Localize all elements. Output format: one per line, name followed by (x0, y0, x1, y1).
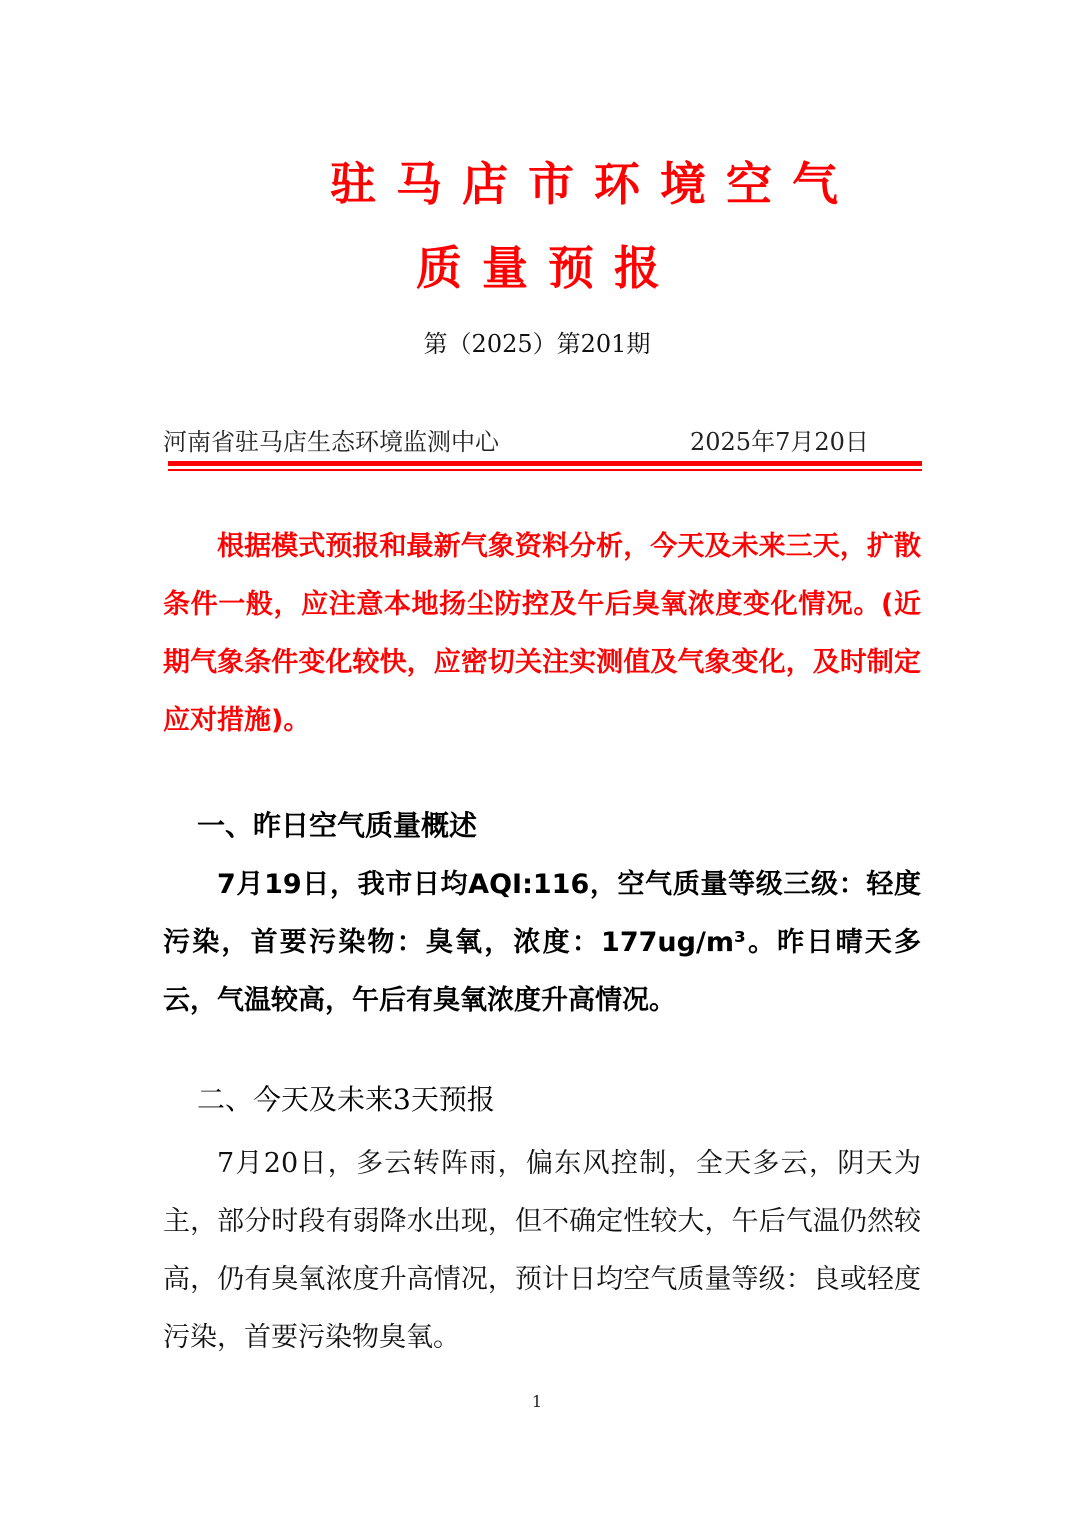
issuing-organization: 河南省驻马店生态环境监测中心 (163, 428, 499, 456)
page-number: 1 (531, 1392, 543, 1411)
issue-date: 2025年7月20日 (690, 428, 869, 456)
header-divider-thick (168, 461, 922, 466)
header-divider-thin (168, 469, 922, 471)
section-body-forecast: 7月20日，多云转阵雨，偏东风控制，全天多云，阴天为主，部分时段有弱降水出现，但不确定性较大，午后气温仍然较高，仍有臭氧浓度升高情况，预计日均空气质量等级：良或轻度污染，首要污染物臭氧。 (163, 1148, 921, 1353)
section-body-yesterday: 7月19日，我市日均AQI:116，空气质量等级三级：轻度污染，首要污染物：臭氧，浓度：177ug/m³。昨日晴天多云，气温较高，午后有臭氧浓度升高情况。 (163, 869, 921, 1016)
forecast-summary: 根据模式预报和最新气象资料分析，今天及未来三天，扩散条件一般，应注意本地扬尘防控及午后臭氧浓度变化情况。(近期气象条件变化较快，应密切关注实测值及气象变化，及时制定应对措施)。 (163, 531, 921, 736)
issue-number: 第（2025）第201期 (423, 330, 651, 358)
section-heading-yesterday: 一、昨日空气质量概述 (197, 809, 478, 842)
document-title-line-2: 质量预报 (416, 241, 680, 295)
document-title-line-1: 驻马店市环境空气 (330, 157, 858, 211)
section-heading-forecast: 二、今天及未来3天预报 (197, 1083, 495, 1116)
